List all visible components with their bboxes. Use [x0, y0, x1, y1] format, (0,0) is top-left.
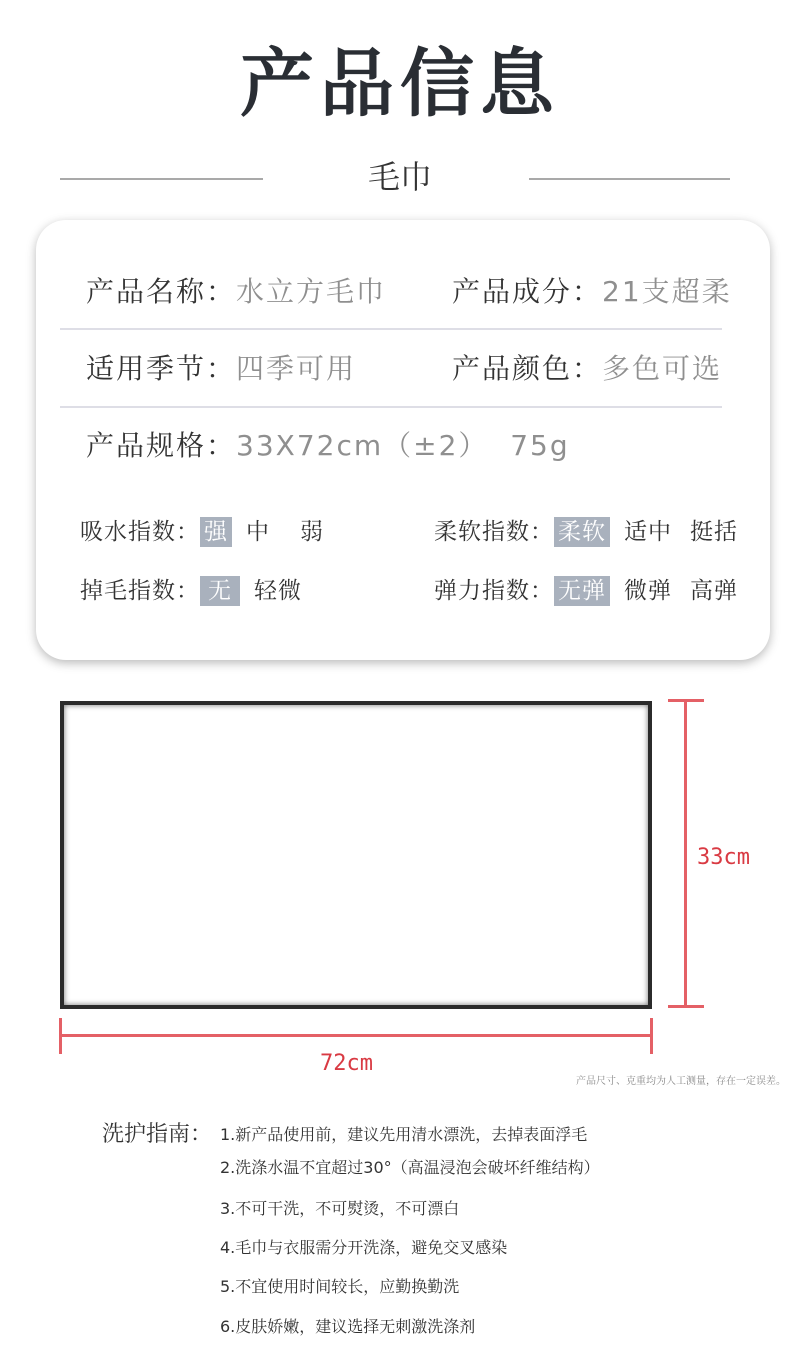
spec-name-label: 产品名称： [86, 275, 237, 308]
spec-season [86, 349, 356, 389]
spec-divider [60, 406, 722, 408]
index-absorb-label: 吸水指数： [80, 519, 200, 545]
index-elastic-option: 微弹 [624, 578, 672, 604]
subtitle-right-rule [529, 178, 730, 180]
width-dimension-line [60, 1034, 652, 1037]
spec-season-label: 适用季节： [86, 352, 237, 385]
spec-color-value: 多色可选 [602, 352, 723, 385]
spec-color-label: 产品颜色： [452, 352, 603, 385]
spec-material [452, 272, 732, 312]
spec-season-value: 四季可用 [236, 352, 357, 385]
width-dimension-cap-left [59, 1018, 62, 1054]
height-dimension-line [684, 701, 687, 1007]
page-subtitle: 毛巾 [367, 158, 432, 196]
care-item: 3.不可干洗，不可熨烫，不可漂白 [220, 1199, 460, 1218]
index-absorb-option-selected: 强 [200, 517, 232, 547]
index-absorb [80, 517, 338, 547]
spec-name [86, 272, 386, 312]
index-lint-option: 轻微 [254, 578, 302, 604]
care-title: 洗护指南： [102, 1122, 213, 1147]
subtitle-left-rule [60, 178, 263, 180]
index-soft-label: 柔软指数： [434, 519, 554, 545]
care-item: 4.毛巾与衣服需分开洗涤，避免交叉感染 [220, 1238, 508, 1257]
spec-divider [60, 328, 722, 330]
index-lint-label: 掉毛指数： [80, 578, 200, 604]
index-lint [80, 576, 316, 606]
index-soft-option: 适中 [624, 519, 672, 545]
spec-material-value: 21支超柔 [602, 275, 732, 308]
spec-material-label: 产品成分： [452, 275, 603, 308]
towel-size-diagram [60, 701, 652, 1009]
index-elastic [434, 576, 752, 606]
spec-color [452, 349, 722, 389]
index-elastic-label: 弹力指数： [434, 578, 554, 604]
index-lint-option-selected: 无 [200, 576, 240, 606]
index-elastic-option-selected: 无弹 [554, 576, 610, 606]
index-soft [434, 517, 752, 547]
spec-size-label: 产品规格： [86, 429, 237, 462]
height-dimension-cap-top [668, 699, 704, 702]
page-title: 产品信息 [240, 41, 560, 127]
care-item: 1.新产品使用前，建议先用清水漂洗，去掉表面浮毛 [220, 1125, 588, 1144]
spec-size [86, 426, 570, 466]
care-item: 5.不宜使用时间较长，应勤换勤洗 [220, 1277, 460, 1296]
measurement-note: 产品尺寸、克重均为人工测量，存在一定误差。 [576, 1076, 786, 1087]
spec-size-value: 33X72cm（±2） 75g [236, 429, 570, 462]
width-dimension-cap-right [650, 1018, 653, 1054]
index-soft-option-selected: 柔软 [554, 517, 610, 547]
index-absorb-option: 中 [246, 519, 270, 545]
care-item: 6.皮肤娇嫩，建议选择无刺激洗涤剂 [220, 1317, 476, 1336]
index-elastic-option: 高弹 [690, 578, 738, 604]
index-absorb-option: 弱 [300, 519, 324, 545]
spec-name-value: 水立方毛巾 [236, 275, 387, 308]
care-item: 2.洗涤水温不宜超过30°（高温浸泡会破坏纤维结构） [220, 1158, 600, 1177]
height-dimension-label: 33cm [697, 845, 750, 870]
index-soft-option: 挺括 [690, 519, 738, 545]
width-dimension-label: 72cm [320, 1051, 373, 1076]
height-dimension-cap-bottom [668, 1005, 704, 1008]
